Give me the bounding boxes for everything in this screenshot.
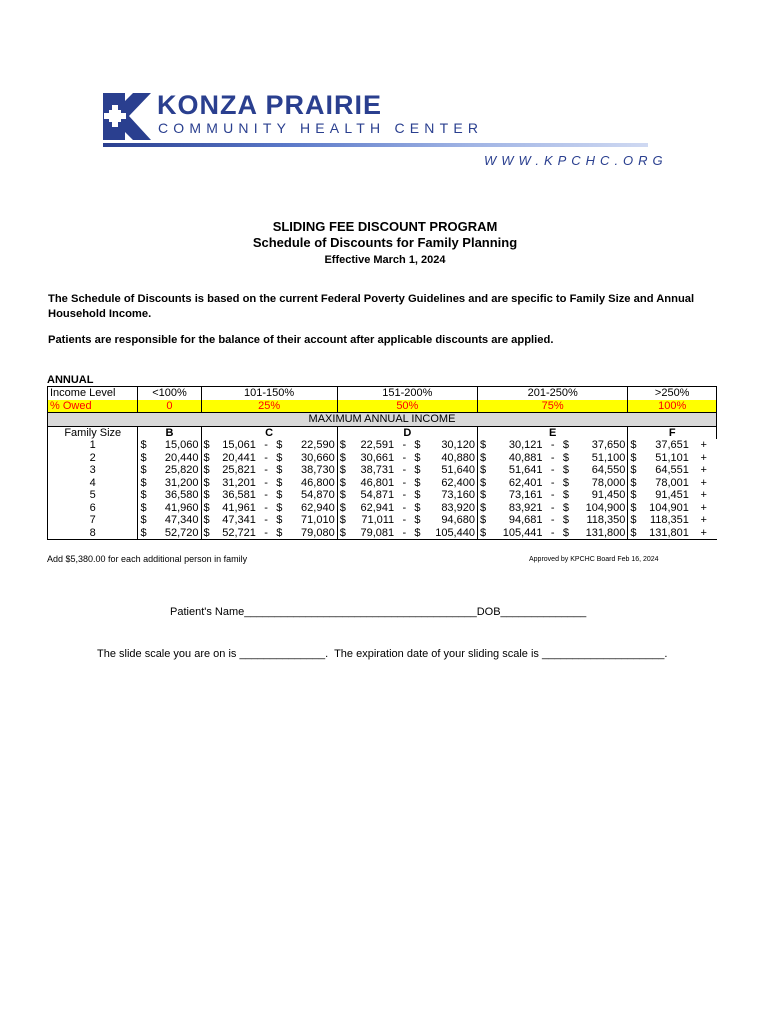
- d-min-cell: 38,731: [360, 464, 395, 477]
- plus-sign: +: [700, 476, 707, 489]
- c-max-cell: 54,870: [301, 489, 335, 502]
- currency-cell: $: [628, 464, 640, 477]
- family-size-cell: 8: [48, 527, 138, 540]
- e-min-cell: 62,401: [508, 476, 543, 489]
- page-title: SLIDING FEE DISCOUNT PROGRAM: [272, 219, 498, 234]
- currency-cell: $: [628, 502, 640, 515]
- c-min-cell: 31,201: [222, 476, 256, 489]
- title-block: [0, 219, 770, 268]
- logo-name: KONZA PRAIRIE: [157, 90, 383, 120]
- currency-cell: $: [138, 489, 150, 502]
- currency-cell: $: [138, 514, 150, 527]
- family-size-cell: 2: [48, 452, 138, 465]
- family-size-cell: 5: [48, 489, 138, 502]
- c-max-cell: 22,590: [301, 439, 335, 452]
- logo-subtitle: COMMUNITY HEALTH CENTER: [158, 120, 484, 136]
- d-max-cell: 51,640: [441, 464, 475, 477]
- letter-b: B: [138, 426, 201, 439]
- currency-cell: $: [562, 439, 569, 452]
- currency-cell: $: [477, 452, 489, 465]
- owed-f: 100%: [628, 400, 717, 413]
- b-max-cell: 41,960: [164, 501, 199, 514]
- family-size-cell: 3: [48, 464, 138, 477]
- currency-cell: $: [414, 439, 421, 452]
- d-max-cell: 73,160: [441, 489, 475, 502]
- logo-divider: [103, 143, 648, 147]
- c-min-cell: 15,061: [222, 439, 256, 452]
- table-row: [48, 452, 717, 465]
- d-min-cell: 46,801: [360, 476, 395, 489]
- currency-cell: $: [201, 439, 213, 452]
- currency-cell: $: [276, 514, 283, 527]
- c-max-cell: 62,940: [301, 501, 335, 514]
- annual-label: ANNUAL: [47, 374, 94, 386]
- currency-cell: $: [201, 527, 213, 540]
- patient-name-dob-line[interactable]: Patient's Name______________________________________DOB______________: [170, 606, 587, 618]
- d-max-cell: 40,880: [441, 451, 475, 464]
- d-min-cell: 62,941: [360, 501, 395, 514]
- currency-cell: $: [477, 514, 489, 527]
- income-level-label: Income Level: [48, 387, 138, 400]
- currency-cell: $: [138, 477, 150, 490]
- level-c: 101-150%: [201, 387, 337, 400]
- e-min-cell: 73,161: [508, 489, 543, 502]
- plus-sign: +: [700, 514, 707, 527]
- owed-e: 75%: [477, 400, 627, 413]
- owed-c: 25%: [201, 400, 337, 413]
- e-max-cell: 104,900: [585, 501, 626, 514]
- level-d: 151-200%: [337, 387, 477, 400]
- currency-cell: $: [628, 439, 640, 452]
- currency-cell: $: [561, 527, 573, 540]
- table-row: [48, 489, 717, 502]
- level-e: 201-250%: [477, 387, 627, 400]
- c-min-cell: 41,961: [222, 501, 256, 514]
- e-max-cell: 78,000: [591, 476, 626, 489]
- b-max-cell: 52,720: [150, 527, 201, 540]
- currency-cell: $: [276, 439, 283, 452]
- range-dash: -: [264, 489, 268, 502]
- currency-cell: $: [628, 489, 640, 502]
- currency-cell: $: [201, 464, 213, 477]
- range-dash: -: [402, 464, 407, 477]
- b-max-cell: 25,820: [164, 464, 199, 477]
- d-min-cell: 22,591: [360, 439, 395, 452]
- plus-sign: +: [700, 489, 707, 502]
- logo: [103, 90, 668, 173]
- additional-person-note: Add $5,380.00 for each additional person in family: [47, 554, 248, 564]
- e-min-cell: 30,121: [508, 439, 543, 452]
- currency-cell: $: [337, 489, 349, 502]
- owed-label: % Owed: [48, 400, 138, 413]
- range-dash: -: [550, 451, 555, 464]
- currency-cell: $: [414, 514, 421, 527]
- currency-cell: $: [276, 464, 283, 477]
- max-income-row: [48, 413, 717, 427]
- plus-sign: +: [700, 464, 707, 477]
- c-min-cell: 47,341: [222, 514, 256, 527]
- table-row: [48, 527, 717, 540]
- currency-cell: $: [276, 489, 283, 502]
- b-max-cell: 20,440: [164, 451, 199, 464]
- d-min-cell: 71,011: [361, 514, 395, 527]
- range-dash: -: [550, 514, 555, 527]
- d-max-cell: 30,120: [441, 439, 475, 452]
- d-min-cell: 79,081: [349, 527, 396, 540]
- approval-note: Approved by KPCHC Board Feb 16, 2024: [529, 556, 659, 563]
- level-f: >250%: [628, 387, 717, 400]
- e-max-cell: 51,100: [591, 451, 626, 464]
- currency-cell: $: [337, 464, 349, 477]
- currency-cell: $: [201, 514, 213, 527]
- b-max-cell: 15,060: [164, 439, 199, 452]
- f-min-cell: 118,351: [649, 514, 689, 527]
- c-max-cell: 38,730: [301, 464, 335, 477]
- e-max-cell: 131,800: [573, 527, 628, 540]
- range-dash: -: [402, 514, 407, 527]
- c-max-cell: 79,080: [286, 527, 337, 540]
- d-max-cell: 105,440: [425, 527, 478, 540]
- currency-cell: $: [337, 477, 349, 490]
- page-subtitle: Schedule of Discounts for Family Planning: [252, 235, 518, 250]
- currency-cell: $: [138, 452, 150, 465]
- currency-cell: $: [477, 464, 489, 477]
- currency-cell: $: [414, 489, 421, 502]
- currency-cell: $: [276, 451, 283, 464]
- currency-cell: $: [562, 476, 569, 489]
- currency-cell: $: [412, 527, 424, 540]
- currency-cell: $: [201, 452, 213, 465]
- plus-sign: +: [700, 501, 707, 514]
- kpchc-logo-icon: [103, 93, 151, 140]
- f-min-cell: 91,451: [655, 489, 689, 502]
- currency-cell: $: [628, 514, 640, 527]
- family-size-cell: 7: [48, 514, 138, 527]
- range-dash: -: [550, 501, 555, 514]
- c-min-cell: 25,821: [222, 464, 256, 477]
- e-min-cell: 83,921: [508, 501, 543, 514]
- c-min-cell: 20,441: [222, 451, 256, 464]
- letter-d: D: [337, 426, 477, 439]
- e-max-cell: 91,450: [591, 489, 626, 502]
- currency-cell: $: [628, 527, 640, 540]
- range-dash: -: [550, 476, 555, 489]
- letter-e: E: [477, 426, 627, 439]
- c-min-cell: 52,721: [213, 527, 258, 540]
- currency-cell: $: [276, 501, 283, 514]
- d-min-cell: 30,661: [360, 451, 395, 464]
- family-size-label: Family Size: [48, 426, 138, 439]
- range-dash: -: [402, 489, 407, 502]
- f-min-cell: 64,551: [655, 464, 689, 477]
- intro-paragraph: The Schedule of Discounts is based on the current Federal Poverty Guidelines and are specific to Family Size and Annual Household Income.: [48, 293, 695, 320]
- range-dash: -: [264, 439, 268, 452]
- max-income-header: MAXIMUM ANNUAL INCOME: [48, 413, 717, 427]
- currency-cell: $: [337, 439, 349, 452]
- currency-cell: $: [477, 502, 489, 515]
- range-dash: -: [396, 527, 412, 540]
- currency-cell: $: [628, 477, 640, 490]
- table-row: [48, 514, 717, 527]
- c-max-cell: 46,800: [301, 476, 335, 489]
- f-min-cell: 51,101: [655, 451, 689, 464]
- currency-cell: $: [562, 489, 569, 502]
- range-dash: -: [402, 501, 407, 514]
- sliding-scale-line[interactable]: The slide scale you are on is ______________. The expiration date of your sliding scale is ____________________.: [97, 648, 668, 660]
- currency-cell: $: [628, 452, 640, 465]
- currency-cell: $: [562, 501, 569, 514]
- f-min-cell: 78,001: [655, 476, 689, 489]
- currency-cell: $: [201, 502, 213, 515]
- c-min-cell: 36,581: [222, 489, 256, 502]
- family-size-cell: 4: [48, 477, 138, 490]
- e-max-cell: 64,550: [591, 464, 626, 477]
- range-dash: -: [264, 476, 268, 489]
- income-level-row: [48, 387, 717, 400]
- letters-row: [48, 426, 717, 439]
- currency-cell: $: [138, 502, 150, 515]
- currency-cell: $: [337, 502, 349, 515]
- currency-cell: $: [276, 476, 283, 489]
- letter-f: F: [628, 426, 717, 439]
- b-max-cell: 31,200: [164, 476, 199, 489]
- d-min-cell: 54,871: [360, 489, 395, 502]
- website-url: WWW.KPCHC.ORG: [484, 153, 668, 168]
- currency-cell: $: [414, 464, 421, 477]
- currency-cell: $: [562, 514, 569, 527]
- f-min-cell: 104,901: [649, 501, 689, 514]
- currency-cell: $: [477, 477, 489, 490]
- currency-cell: $: [562, 464, 569, 477]
- currency-cell: $: [138, 527, 150, 540]
- c-max-cell: 30,660: [301, 451, 335, 464]
- range-dash: -: [402, 439, 407, 452]
- currency-cell: $: [274, 527, 286, 540]
- range-dash: -: [264, 451, 268, 464]
- currency-cell: $: [414, 476, 421, 489]
- currency-cell: $: [414, 501, 421, 514]
- currency-cell: $: [477, 527, 489, 540]
- family-size-cell: 6: [48, 502, 138, 515]
- table-row: [48, 502, 717, 515]
- plus-sign: +: [691, 527, 717, 540]
- effective-date: Effective March 1, 2024: [324, 254, 446, 266]
- plus-sign: +: [700, 439, 707, 452]
- owed-d: 50%: [337, 400, 477, 413]
- d-max-cell: 62,400: [441, 476, 475, 489]
- letter-c: C: [201, 426, 337, 439]
- f-min-cell: 37,651: [655, 439, 689, 452]
- plus-sign: +: [700, 451, 707, 464]
- e-max-cell: 118,350: [586, 514, 626, 527]
- b-max-cell: 36,580: [164, 489, 199, 502]
- d-max-cell: 83,920: [441, 501, 475, 514]
- f-min-cell: 131,801: [640, 527, 691, 540]
- table-row: [48, 464, 717, 477]
- e-min-cell: 105,441: [490, 527, 545, 540]
- percent-owed-row: [48, 400, 717, 413]
- b-max-cell: 47,340: [164, 514, 199, 527]
- range-dash: -: [258, 527, 274, 540]
- range-dash: -: [402, 476, 407, 489]
- table-row: [48, 439, 717, 452]
- currency-cell: $: [562, 451, 569, 464]
- currency-cell: $: [138, 464, 150, 477]
- currency-cell: $: [414, 451, 421, 464]
- currency-cell: $: [201, 489, 213, 502]
- range-dash: -: [264, 464, 268, 477]
- owed-b: 0: [138, 400, 201, 413]
- family-size-cell: 1: [48, 439, 138, 452]
- currency-cell: $: [201, 477, 213, 490]
- range-dash: -: [550, 439, 555, 452]
- currency-cell: $: [477, 439, 489, 452]
- currency-cell: $: [138, 439, 150, 452]
- table-row: [48, 477, 717, 490]
- discount-table: [47, 386, 717, 540]
- range-dash: -: [264, 501, 268, 514]
- currency-cell: $: [337, 514, 349, 527]
- range-dash: -: [264, 514, 268, 527]
- balance-paragraph: Patients are responsible for the balance of their account after applicable discounts are applied.: [48, 334, 554, 346]
- e-max-cell: 37,650: [591, 439, 626, 452]
- range-dash: -: [550, 464, 555, 477]
- range-dash: -: [550, 489, 555, 502]
- range-dash: -: [545, 527, 561, 540]
- e-min-cell: 40,881: [508, 451, 543, 464]
- currency-cell: $: [337, 527, 349, 540]
- d-max-cell: 94,680: [441, 514, 475, 527]
- c-max-cell: 71,010: [301, 514, 335, 527]
- currency-cell: $: [337, 452, 349, 465]
- currency-cell: $: [477, 489, 489, 502]
- range-dash: -: [402, 451, 407, 464]
- e-min-cell: 94,681: [508, 514, 543, 527]
- level-b: <100%: [138, 387, 201, 400]
- e-min-cell: 51,641: [508, 464, 543, 477]
